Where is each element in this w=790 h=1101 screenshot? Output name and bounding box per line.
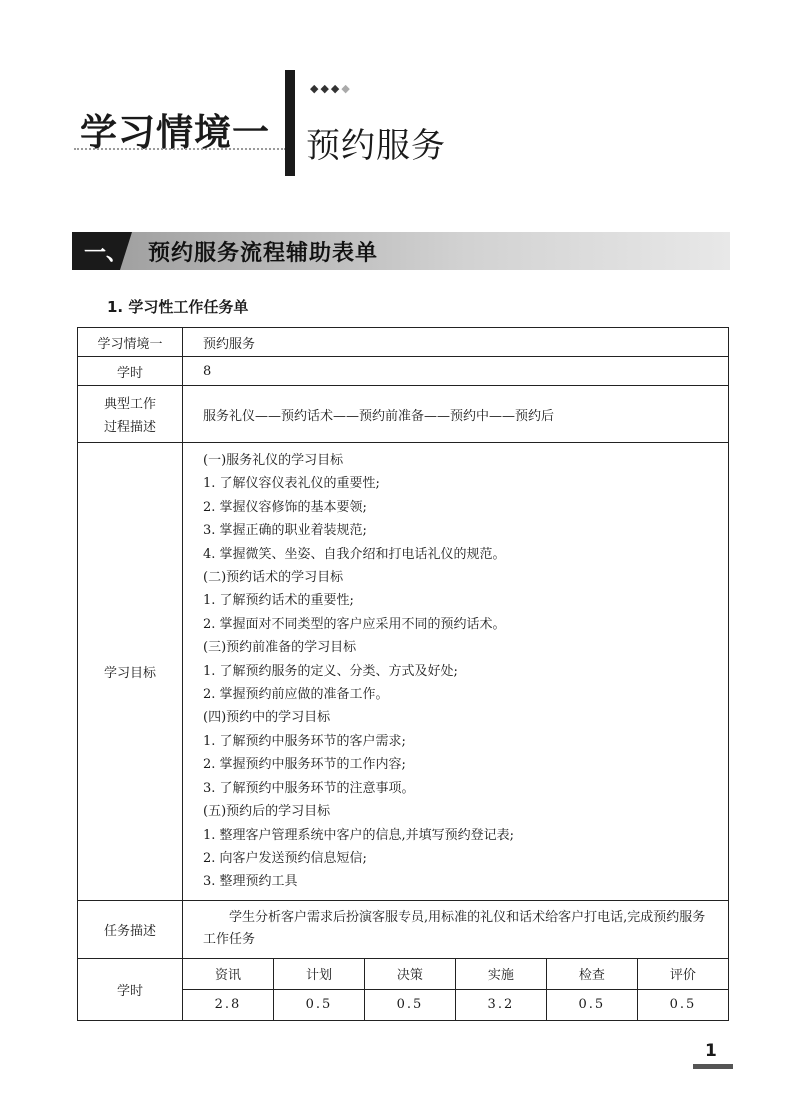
goal-line: 3. 整理预约工具 bbox=[203, 874, 298, 890]
hour-header: 检查 bbox=[546, 958, 637, 989]
goal-line: (五)预约后的学习目标 bbox=[203, 804, 331, 820]
goal-line: 2. 向客户发送预约信息短信; bbox=[203, 850, 367, 866]
hour-header: 评价 bbox=[637, 958, 728, 989]
table-row bbox=[78, 443, 729, 901]
goal-line: (三)预约前准备的学习目标 bbox=[203, 640, 357, 656]
table-row bbox=[78, 328, 729, 357]
hour-header: 资讯 bbox=[183, 958, 274, 989]
goal-line: (一)服务礼仪的学习目标 bbox=[203, 453, 344, 468]
hour-value: 2.8 bbox=[183, 989, 274, 1020]
header-dotted-divider bbox=[74, 148, 286, 150]
row-label bbox=[78, 386, 183, 443]
hour-value: 0.5 bbox=[364, 989, 455, 1020]
chapter-label: 学习情境一 bbox=[80, 111, 270, 154]
goal-line: 3. 掌握正确的职业着装规范; bbox=[203, 523, 367, 539]
row-label-line: 过程描述 bbox=[103, 420, 156, 435]
row-label-line: 典型工作 bbox=[103, 397, 156, 412]
goal-line: 1. 整理客户管理系统中客户的信息,并填写预约登记表; bbox=[203, 827, 515, 843]
table-row bbox=[78, 958, 729, 989]
table-row bbox=[78, 357, 729, 386]
page-number-underline bbox=[693, 1064, 733, 1069]
row-label: 学习情境一 bbox=[78, 328, 183, 357]
hour-header: 决策 bbox=[364, 958, 455, 989]
goal-line: 1. 了解预约中服务环节的客户需求; bbox=[203, 733, 406, 749]
goal-line: 2. 掌握预约前应做的准备工作。 bbox=[203, 687, 389, 703]
sub-heading: 1. 学习性工作任务单 bbox=[107, 298, 249, 316]
row-label: 学时 bbox=[78, 958, 183, 1020]
row-value: 服务礼仪——预约话术——预约前准备——预约中——预约后 bbox=[183, 386, 729, 443]
goals-list bbox=[183, 443, 729, 901]
diamond-ornament-icon: ◆◆◆◆ bbox=[310, 82, 352, 95]
goal-line: 2. 掌握面对不同类型的客户应采用不同的预约话术。 bbox=[203, 616, 506, 632]
row-label: 学时 bbox=[78, 357, 183, 386]
row-value: 8 bbox=[183, 357, 729, 386]
row-value: 预约服务 bbox=[183, 328, 729, 357]
hour-header: 计划 bbox=[273, 958, 364, 989]
chapter-title: 预约服务 bbox=[306, 126, 446, 166]
goal-line: 4. 掌握微笑、坐姿、自我介绍和打电话礼仪的规范。 bbox=[203, 546, 506, 562]
hour-header: 实施 bbox=[455, 958, 546, 989]
goal-line: 3. 了解预约中服务环节的注意事项。 bbox=[203, 780, 415, 796]
hour-value: 0.5 bbox=[546, 989, 637, 1020]
goal-line: 1. 了解仪容仪表礼仪的重要性; bbox=[203, 476, 380, 492]
goal-line: (二)预约话术的学习目标 bbox=[203, 570, 344, 586]
hour-value: 3.2 bbox=[455, 989, 546, 1020]
section-number: 一、 bbox=[84, 241, 129, 266]
section-title: 预约服务流程辅助表单 bbox=[148, 241, 379, 266]
row-label: 学习目标 bbox=[78, 443, 183, 901]
page-number: 1 bbox=[705, 1041, 717, 1061]
goal-line: 1. 了解预约话术的重要性; bbox=[203, 593, 354, 609]
hour-value: 0.5 bbox=[637, 989, 728, 1020]
table-row bbox=[78, 386, 729, 443]
goal-line: (四)预约中的学习目标 bbox=[203, 710, 331, 726]
goal-line: 2. 掌握仪容修饰的基本要领; bbox=[203, 499, 367, 515]
goal-line: 2. 掌握预约中服务环节的工作内容; bbox=[203, 757, 406, 773]
task-sheet-table bbox=[77, 327, 729, 1021]
row-value: 学生分析客户需求后扮演客服专员,用标准的礼仪和话术给客户打电话,完成预约服务工作任务 bbox=[183, 900, 729, 958]
goal-line: 1. 了解预约服务的定义、分类、方式及好处; bbox=[203, 663, 458, 679]
table-row bbox=[78, 900, 729, 958]
header-vertical-bar bbox=[285, 70, 295, 176]
hour-value: 0.5 bbox=[273, 989, 364, 1020]
row-label: 任务描述 bbox=[78, 900, 183, 958]
